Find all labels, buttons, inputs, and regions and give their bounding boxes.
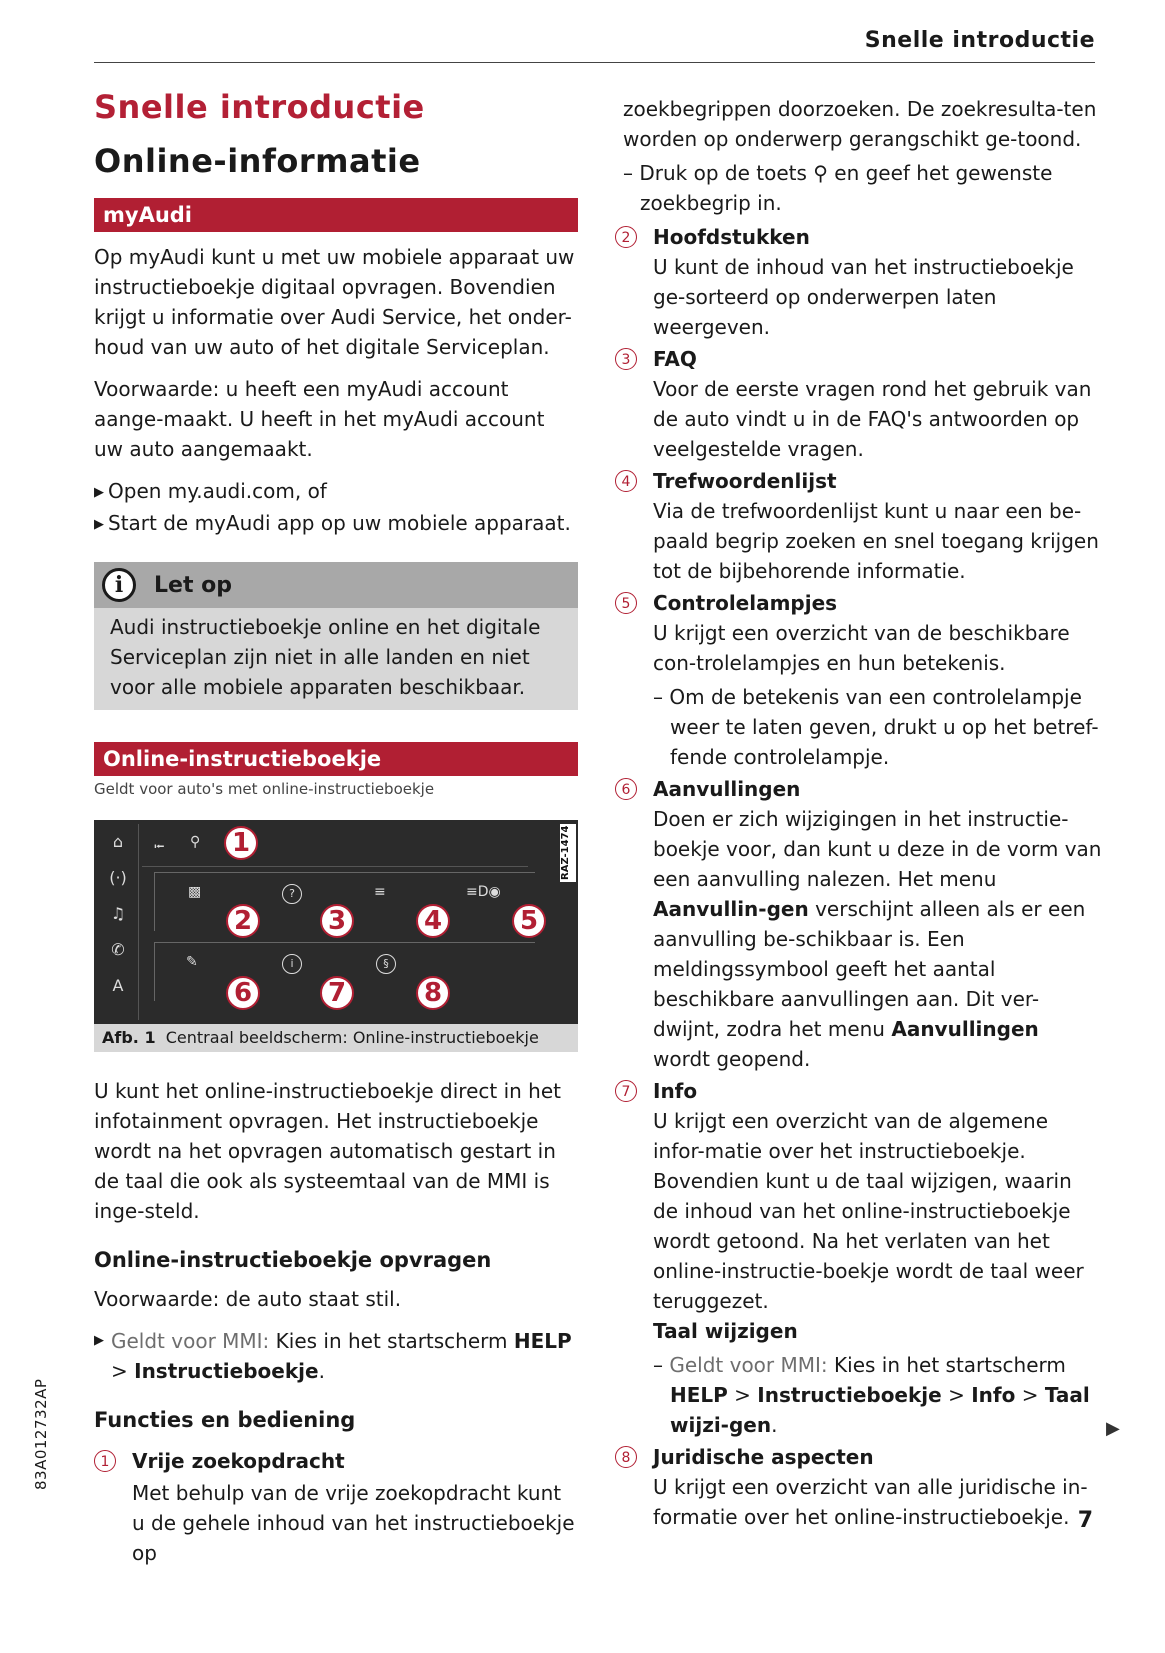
number-badge: 1 <box>94 1450 116 1472</box>
book-icon: ▩ <box>188 884 202 900</box>
dash-item: – Druk op de toets ⚲ en geef het gewenste zoekbegrip in. <box>623 161 1053 215</box>
list-item: 5 Controlelampjes U krijgt een overzicht van de beschikbare con-trolelampjes en hun betekenis. – Om de betekenis van een controlelampje weer te laten geven, drukt u op het betref-fende controlelampje. <box>615 588 1102 772</box>
faq-icon: ? <box>282 884 302 904</box>
list-item: 2 Hoofdstukken U kunt de inhoud van het instructieboekje ge-sorteerd op onderwerpen laten weergeven. <box>615 222 1102 342</box>
callout-3: 3 <box>320 904 354 938</box>
warning-lamp-icon: ≡D◉ <box>466 884 501 900</box>
phone-icon: ✆ <box>111 940 125 959</box>
callout-4: 4 <box>416 904 450 938</box>
legal-icon: § <box>376 954 396 974</box>
continue-arrow-icon: ▶ <box>1106 1418 1120 1439</box>
navigation-icon: A <box>112 976 124 995</box>
figure-code: RAZ-1474 <box>560 824 576 882</box>
top-row <box>142 824 528 867</box>
online-paragraph: U kunt het online-instructieboekje direct in het infotainment opvragen. Het instructieboekje wordt na het opvragen automatisch gestart in de taal die ook als systeemtaal van de MMI is inge-steld. <box>94 1079 561 1223</box>
radio-icon: (·) <box>109 868 127 887</box>
music-icon: ♫ <box>110 904 126 923</box>
list-item: ▶ Open my.audi.com, of <box>94 479 327 503</box>
subsection-title: Online-informatie <box>94 142 421 180</box>
callout-2: 2 <box>226 904 260 938</box>
list-item: 6 Aanvullingen Doen er zich wijzigingen in het instructie-boekje voor, dan kunt u deze in de vorm van een aanvulling nalezen. Het menu Aanvullin-gen verschijnt alleen als er een aanvulling be-schikbaar is. Een meldingssymbool geeft het aantal beschikbare aanvullingen aan. Dit ver-dwijnt, zodra het menu Aanvullingen wordt geopend. <box>615 774 1102 1074</box>
left-column <box>94 88 578 1568</box>
list-item: 3 FAQ Voor de eerste vragen rond het gebruik van de auto vindt u in de FAQ's antwoorden op veelgestelde vragen. <box>615 344 1102 464</box>
online-subtitle: Geldt voor auto's met online-instructieboekje <box>94 780 435 798</box>
triangle-bullet-icon: ▶ <box>94 517 104 532</box>
continued-paragraph: zoekbegrippen doorzoeken. De zoekresulta-ten worden op onderwerp gerangschikt ge-toond. <box>623 97 1097 151</box>
edit-icon: ✎ <box>186 954 198 970</box>
search-key-icon: ⚲ <box>813 161 828 185</box>
callout-8: 8 <box>416 976 450 1010</box>
functies-heading: Functies en bediening <box>94 1408 356 1432</box>
page-number: 7 <box>1077 1508 1093 1533</box>
list-item: 8 Juridische aspecten U krijgt een overzicht van alle juridische in-formatie over het online-instructieboekje. <box>615 1442 1102 1532</box>
running-header <box>94 28 1095 63</box>
back-icon: ⭰ <box>154 839 165 855</box>
callout-5: 5 <box>512 904 546 938</box>
mmi-screen-figure <box>94 820 578 1024</box>
note-body: Audi instructieboekje online en het digitale Serviceplan zijn niet in alle landen en niet voor alle mobiele apparaten beschikbaar. <box>110 615 541 699</box>
online-heading: Online-instructieboekje <box>94 742 578 776</box>
list-item: ▶ Geldt voor MMI: Kies in het startscherm HELP > Instructieboekje. <box>94 1326 578 1386</box>
note-title: Let op <box>154 572 232 598</box>
opvragen-paragraph: Voorwaarde: de auto staat stil. <box>94 1287 402 1311</box>
opvragen-heading: Online-instructieboekje opvragen <box>94 1248 492 1272</box>
list-item: 1 Vrije zoekopdracht Met behulp van de vrije zoekopdracht kunt u de gehele inhoud van het instructieboekje op <box>94 1446 578 1568</box>
info-circle-icon: i <box>282 954 302 974</box>
callout-6: 6 <box>226 976 260 1010</box>
right-column <box>615 94 1102 1532</box>
home-icon: ⌂ <box>112 832 124 851</box>
myaudi-heading: myAudi <box>94 198 578 232</box>
myaudi-paragraph-2: Voorwaarde: u heeft een myAudi account aange-maakt. U heeft in het myAudi account uw auto aangemaakt. <box>94 377 545 461</box>
list-icon: ≡ <box>374 884 386 900</box>
section-title: Snelle introductie <box>94 88 425 126</box>
list-item: 4 Trefwoordenlijst Via de trefwoordenlijst kunt u naar een be-paald begrip zoeken en snel toegang krijgen tot de bijbehorende informatie. <box>615 466 1102 586</box>
header-title: Snelle introductie <box>864 28 1095 53</box>
figure-caption: Afb. 1 Centraal beeldscherm: Online-instructieboekje <box>94 1024 578 1052</box>
info-icon: i <box>102 568 136 602</box>
myaudi-paragraph-1: Op myAudi kunt u met uw mobiele apparaat uw instructieboekje digitaal opvragen. Bovendien krijgt u informatie over Audi Service, het onder-houd van uw auto of het digitale Serviceplan. <box>94 245 575 359</box>
list-item: ▶ Start de myAudi app op uw mobiele apparaat. <box>94 511 571 535</box>
callout-7: 7 <box>320 976 354 1010</box>
list-item: 7 Info U krijgt een overzicht van de algemene infor-matie over het instructieboekje. Bovendien kunt u de taal wijzigen, waarin de inhoud van het online-instructieboekje wordt getoond. Na het verlaten van het online-instructie-boekje wordt de taal weer teruggezet. Taal wijzigen – Geldt voor MMI: Kies in het startscherm HELP > Instructieboekje > Info > Taal wijzi-gen. <box>615 1076 1102 1440</box>
triangle-bullet-icon: ▶ <box>94 1333 104 1348</box>
callout-1: 1 <box>224 826 258 860</box>
note-box <box>94 562 578 710</box>
search-icon: ⚲ <box>190 834 201 850</box>
triangle-bullet-icon: ▶ <box>94 485 104 500</box>
sidebar <box>98 824 139 1020</box>
